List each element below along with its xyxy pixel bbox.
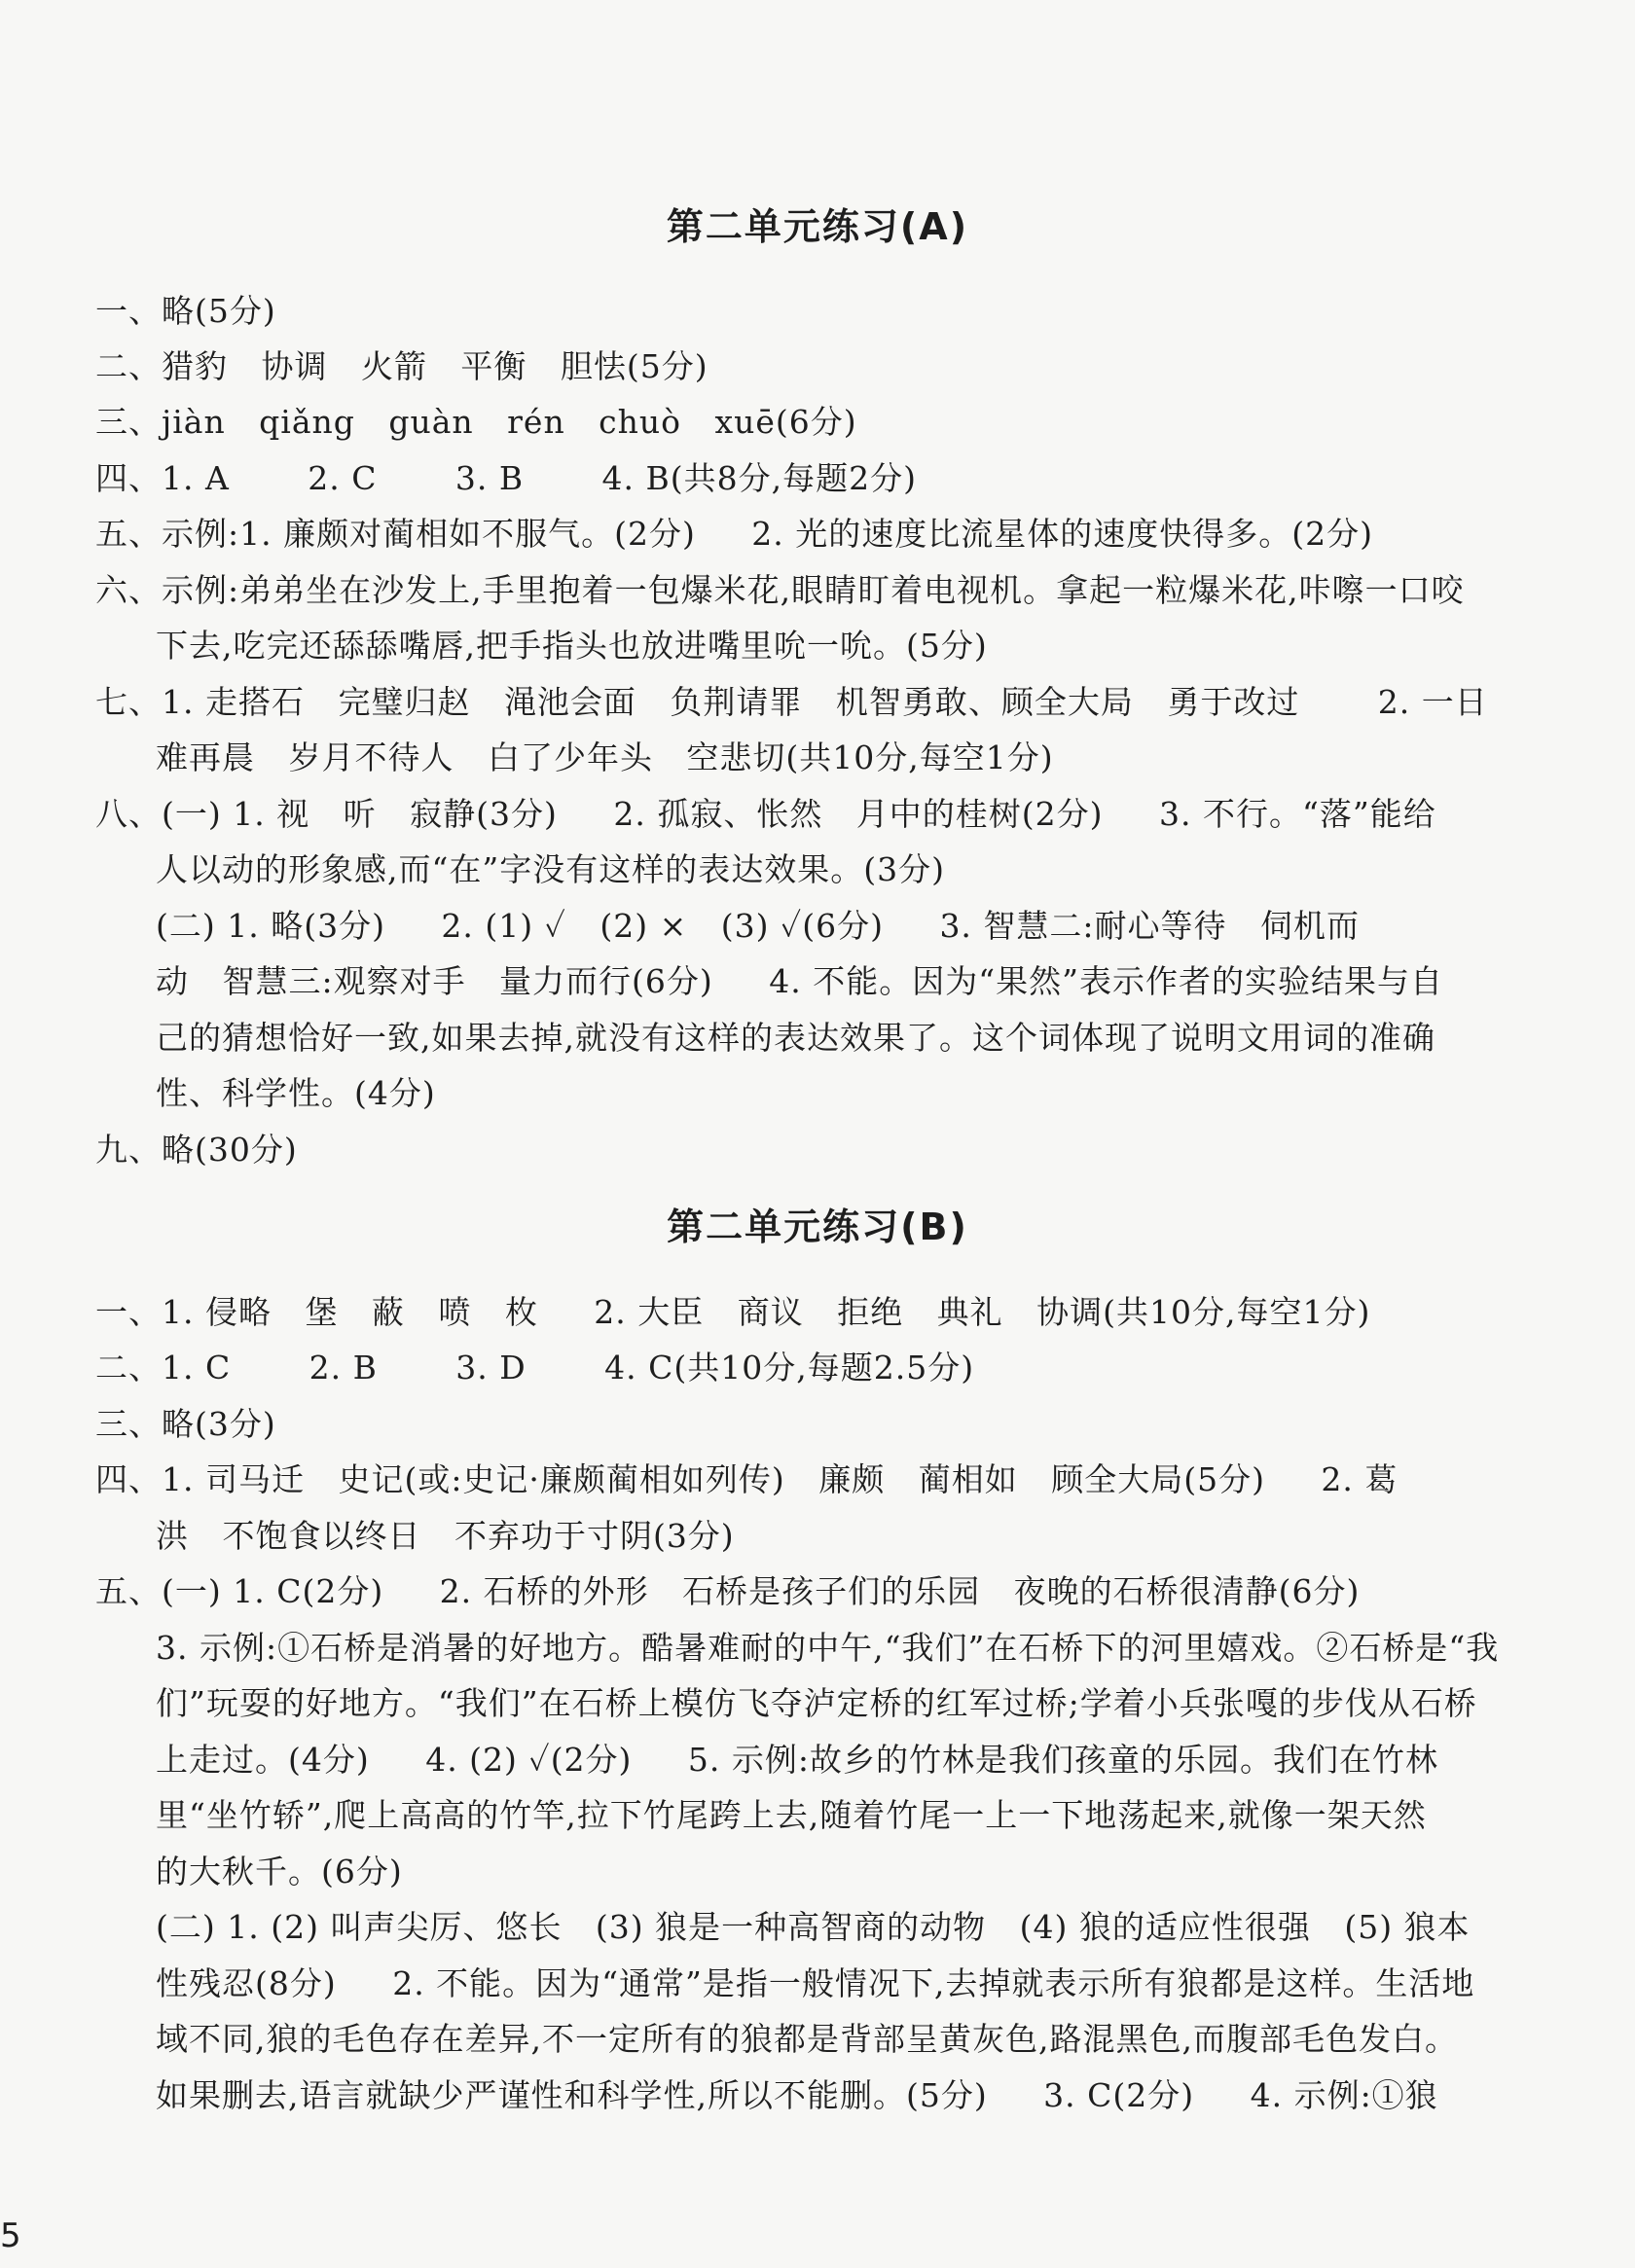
answer-a-5: 五、示例:1. 廉颇对蔺相如不服气。(2分) 2. 光的速度比流星体的速度快得多。(2分) <box>95 515 1374 553</box>
page-number: 5 <box>0 2216 21 2255</box>
answer-a-6-cont: 下去,吃完还舔舔嘴唇,把手指头也放进嘴里吮一吮。(5分) <box>156 627 988 665</box>
answer-b-5-q3-cont1: 们”玩耍的好地方。“我们”在石桥上模仿飞夺泸定桥的红军过桥;学着小兵张嘎的步伐从石桥 <box>156 1684 1477 1722</box>
answer-b-4: 四、1. 司马迁 史记(或:史记·廉颇蔺相如列传) 廉颇 蔺相如 顾全大局(5分) 2. 葛 <box>95 1460 1399 1498</box>
answer-b-5-q5-cont1: 里“坐竹轿”,爬上高高的竹竿,拉下竹尾跨上去,随着竹尾一上一下地荡起来,就像一架天然 <box>156 1796 1427 1834</box>
section-b-title: 第二单元练习(B) <box>667 1206 968 1248</box>
answer-a-8-part2: (二) 1. 略(3分) 2. (1) ✓ (2) × (3) ✓(6分) 3. 智慧二:耐心等待 伺机而 <box>156 907 1361 945</box>
answer-a-7: 七、1. 走搭石 完璧归赵 渑池会面 负荆请罪 机智勇敢、顾全大局 勇于改过 2. 一日 <box>95 683 1488 721</box>
answer-a-9: 九、略(30分) <box>95 1131 298 1169</box>
answer-a-8-part2-cont3: 性、科学性。(4分) <box>156 1074 436 1112</box>
answer-a-8-part2-cont1: 动 智慧三:观察对手 量力而行(6分) 4. 不能。因为“果然”表示作者的实验结果与自 <box>156 962 1443 1000</box>
answer-a-4: 四、1. A 2. C 3. B 4. B(共8分,每题2分) <box>95 459 917 497</box>
answer-b-5-part2-cont3: 如果删去,语言就缺少严谨性和科学性,所以不能删。(5分) 3. C(2分) 4. 示例:①狼 <box>156 2076 1438 2114</box>
answer-a-7-cont: 难再晨 岁月不待人 白了少年头 空悲切(共10分,每空1分) <box>156 738 1054 776</box>
answer-a-3: 三、jiàn qiǎng guàn rén chuò xuē(6分) <box>95 403 857 441</box>
answer-b-4-cont: 洪 不饱食以终日 不弃功于寸阴(3分) <box>156 1517 735 1555</box>
answer-a-2: 二、猎豹 协调 火箭 平衡 胆怯(5分) <box>95 347 708 385</box>
answer-b-5-part2-cont2: 域不同,狼的毛色存在差异,不一定所有的狼都是背部呈黄灰色,路混黑色,而腹部毛色发白。 <box>156 2020 1458 2058</box>
answer-a-1: 一、略(5分) <box>95 292 276 330</box>
answer-b-5-q5-cont2: 的大秋千。(6分) <box>156 1853 403 1890</box>
answer-b-1: 一、1. 侵略 堡 蔽 喷 枚 2. 大臣 商议 拒绝 典礼 协调(共10分,每空1分) <box>95 1293 1371 1331</box>
answer-a-8-part2-cont2: 己的猜想恰好一致,如果去掉,就没有这样的表达效果了。这个词体现了说明文用词的准确 <box>156 1019 1435 1057</box>
answer-a-8: 八、(一) 1. 视 听 寂静(3分) 2. 孤寂、怅然 月中的桂树(2分) 3. 不行。“落”能给 <box>95 795 1436 833</box>
section-a-title: 第二单元练习(A) <box>666 205 969 248</box>
answer-b-5-q3: 3. 示例:①石桥是消暑的好地方。酷暑难耐的中午,“我们”在石桥下的河里嬉戏。②石桥是“我 <box>156 1629 1500 1667</box>
answer-b-5-part2-cont1: 性残忍(8分) 2. 不能。因为“通常”是指一般情况下,去掉就表示所有狼都是这样。生活地 <box>156 1964 1475 2002</box>
answer-b-2: 二、1. C 2. B 3. D 4. C(共10分,每题2.5分) <box>95 1349 975 1386</box>
answer-a-6: 六、示例:弟弟坐在沙发上,手里抱着一包爆米花,眼睛盯着电视机。拿起一粒爆米花,咔嚓一口咬 <box>95 571 1465 609</box>
answer-b-5: 五、(一) 1. C(2分) 2. 石桥的外形 石桥是孩子们的乐园 夜晚的石桥很清静(6分) <box>95 1572 1361 1610</box>
answer-a-8-cont: 人以动的形象感,而“在”字没有这样的表达效果。(3分) <box>156 850 945 888</box>
answer-b-5-q3-cont2: 上走过。(4分) 4. (2) ✓(2分) 5. 示例:故乡的竹林是我们孩童的乐园。我们在竹林 <box>156 1741 1438 1779</box>
answer-b-5-part2: (二) 1. (2) 叫声尖厉、悠长 (3) 狼是一种高智商的动物 (4) 狼的适应性很强 (5) 狼本 <box>156 1908 1471 1946</box>
answer-b-3: 三、略(3分) <box>95 1405 276 1443</box>
